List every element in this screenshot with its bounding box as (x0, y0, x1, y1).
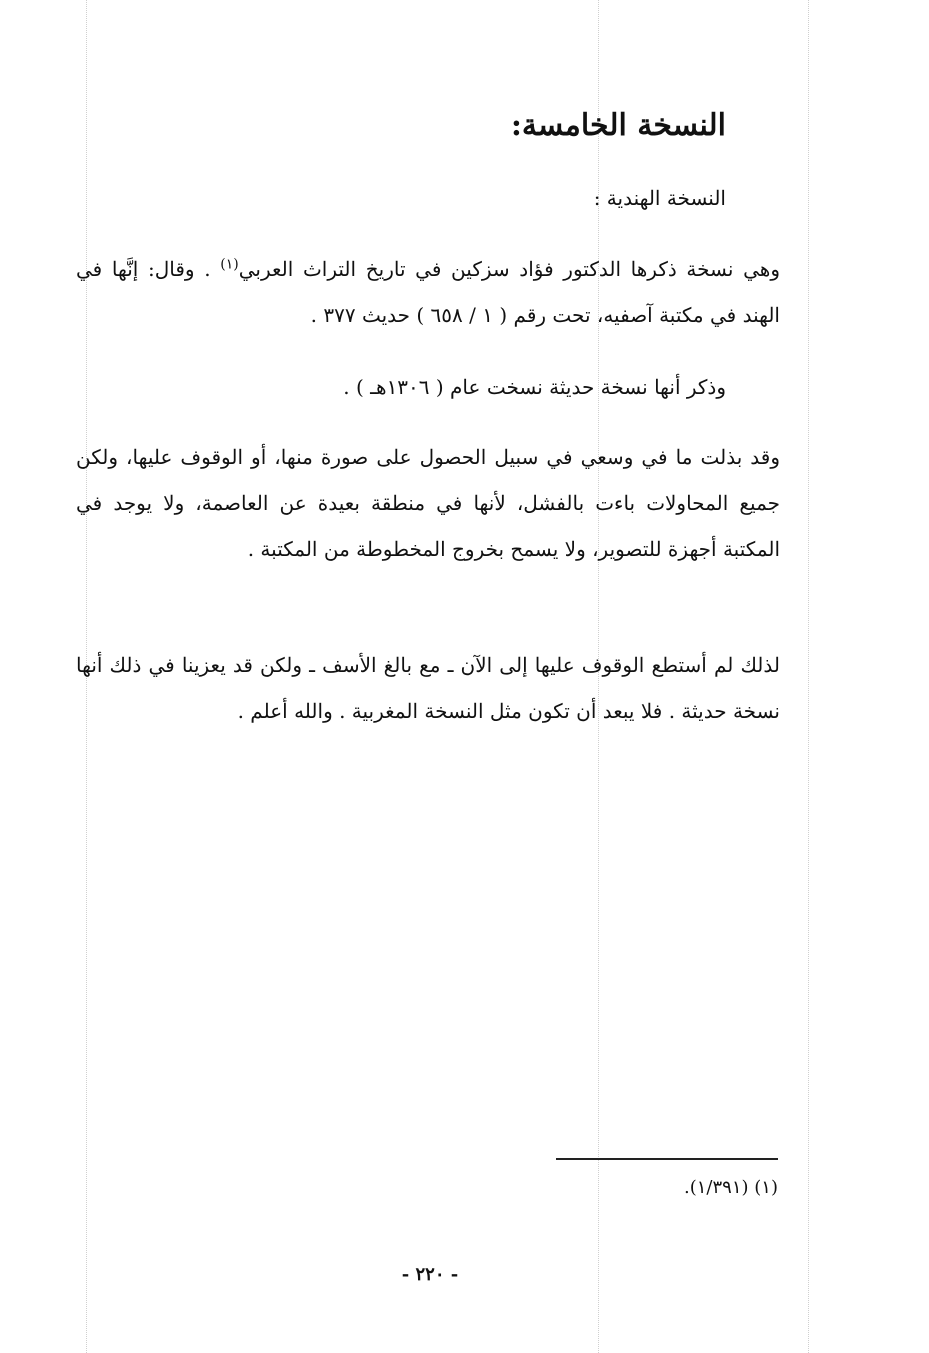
footnote-divider (556, 1158, 778, 1160)
page-number: - ٢٢٠ - (401, 1264, 459, 1285)
footnote: (١) (١/٣٩١). (684, 1177, 778, 1198)
footnote-reference: (١) (220, 256, 239, 273)
section-heading: النسخة الخامسة: (510, 108, 726, 143)
paragraph-1-text: وهي نسخة ذكرها الدكتور فؤاد سزكين في تاريخ التراث العربي (238, 257, 780, 281)
scan-guide-line (808, 0, 809, 1353)
paragraph-2: وذكر أنها نسخة حديثة نسخت عام ( ١٣٠٦هـ ) . (343, 375, 726, 399)
paragraph-3: وقد بذلت ما في وسعي في سبيل الحصول على صورة منها، أو الوقوف عليها، ولكن جميع المحاولات باءت بالفشل، لأنها في منطقة بعيدة عن العاصمة، ولا يوجد في المكتبة أجهزة للتصوير، ولا يسمح بخروج المخطوطة من المكتبة . (76, 445, 780, 561)
paragraph-4: لذلك لم أستطع الوقوف عليها إلى الآن ـ مع بالغ الأسف ـ ولكن قد يعزينا في ذلك أنها نسخة حديثة . فلا يبعد أن تكون مثل النسخة المغربية . والله أعلم . (76, 653, 780, 723)
paragraph-1-tail: . وقال: إنَّها في الهند في مكتبة آصفيه، تحت رقم ( ١ / ٦٥٨ ) حديث ٣٧٧ . (76, 257, 780, 327)
paragraph-1 (76, 246, 780, 338)
section-subheading: النسخة الهندية : (593, 186, 726, 210)
